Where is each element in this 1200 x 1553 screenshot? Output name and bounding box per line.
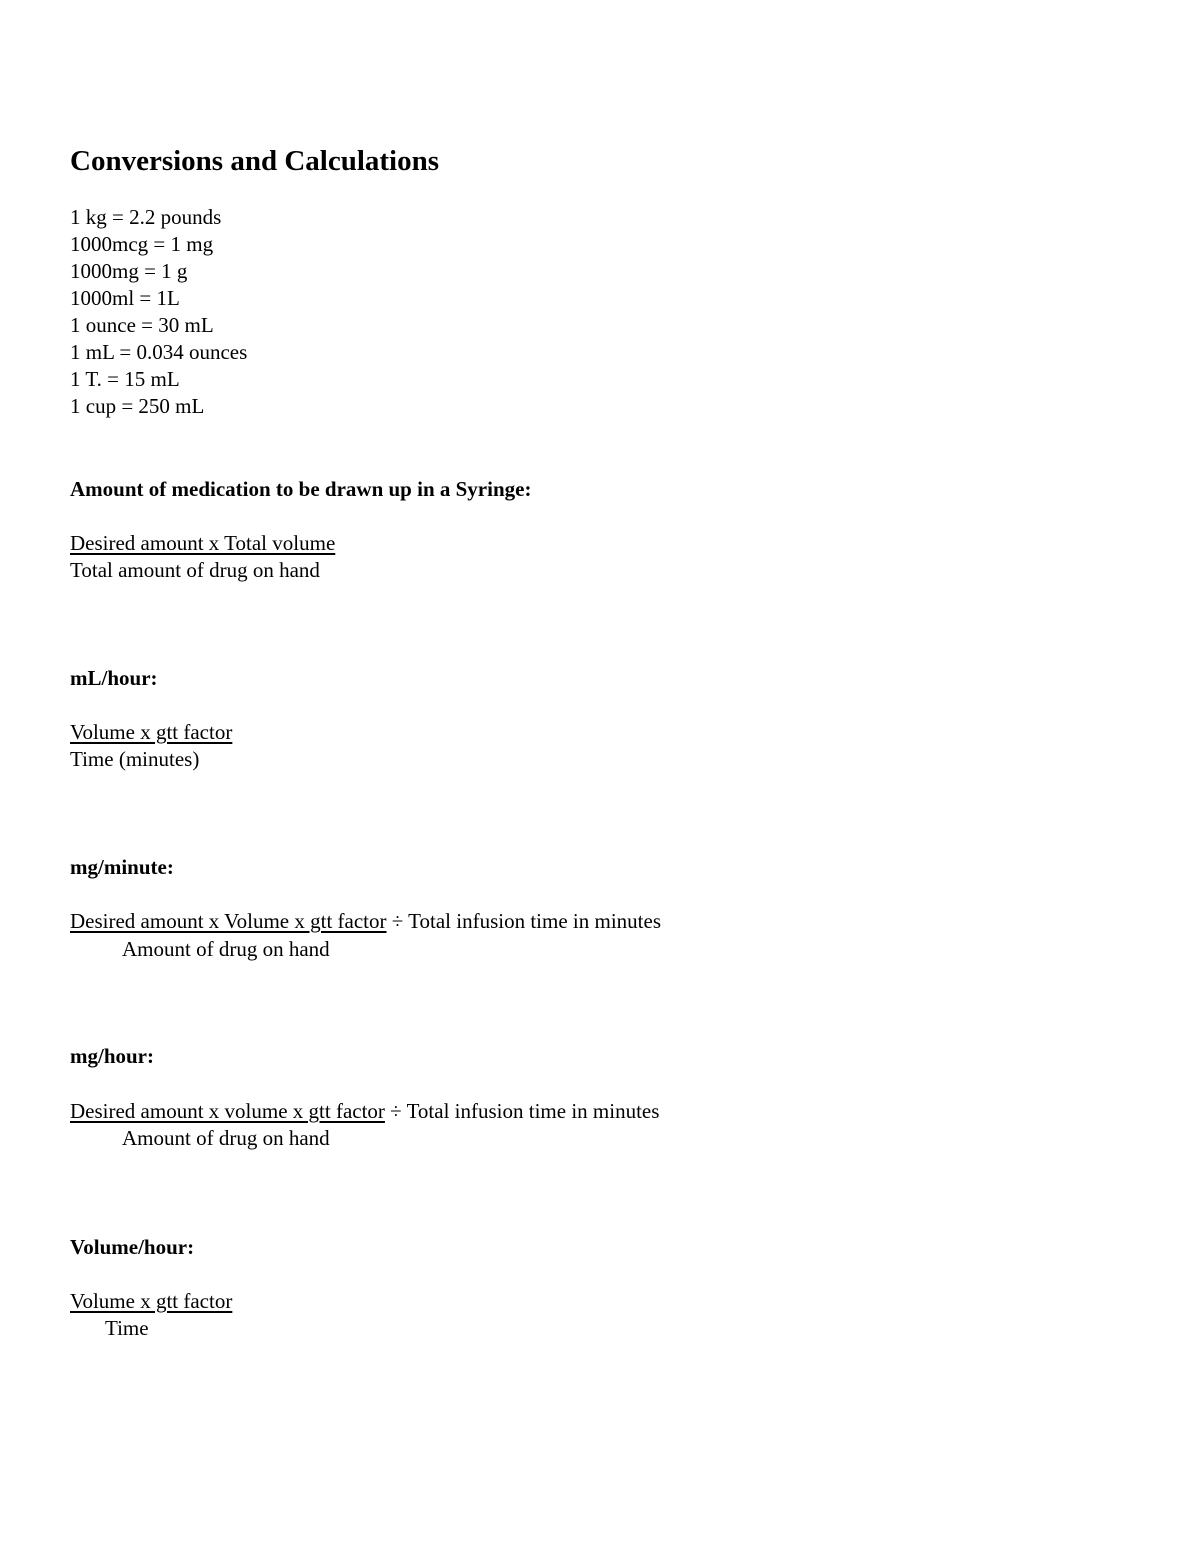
conversion-item: 1000ml = 1L: [70, 286, 180, 310]
mg-hour-denominator: Amount of drug on hand: [122, 1126, 330, 1150]
mg-minute-formula: [70, 908, 661, 935]
conversion-item: 1 ounce = 30 mL: [70, 313, 214, 337]
ml-hour-heading: mL/hour:: [70, 666, 158, 690]
conversion-item: 1 kg = 2.2 pounds: [70, 205, 222, 229]
conversion-item: 1000mcg = 1 mg: [70, 232, 214, 256]
conversion-item: 1 cup = 250 mL: [70, 394, 205, 418]
mg-minute-denominator: Amount of drug on hand: [122, 937, 330, 961]
mg-hour-heading: mg/hour:: [70, 1044, 154, 1068]
mg-minute-heading: mg/minute:: [70, 855, 174, 879]
page-title: Conversions and Calculations: [70, 145, 440, 177]
conversion-item: 1 T. = 15 mL: [70, 367, 180, 391]
conversion-item: 1 mL = 0.034 ounces: [70, 340, 248, 364]
ml-hour-numerator: Volume x gtt factor: [70, 720, 233, 744]
volume-hour-formula: [70, 1288, 232, 1315]
syringe-formula: [70, 530, 335, 557]
syringe-denominator: Total amount of drug on hand: [70, 558, 320, 582]
ml-hour-formula: [70, 719, 232, 746]
volume-hour-numerator: Volume x gtt factor: [70, 1289, 233, 1313]
mg-minute-numerator: Desired amount x Volume x gtt factor: [70, 909, 387, 933]
syringe-heading: Amount of medication to be drawn up in a Syringe:: [70, 477, 532, 501]
syringe-numerator: Desired amount x Total volume: [70, 531, 336, 555]
mg-hour-formula: [70, 1098, 659, 1125]
ml-hour-denominator: Time (minutes): [70, 747, 200, 771]
volume-hour-denominator: Time: [105, 1316, 149, 1340]
conversion-item: 1000mg = 1 g: [70, 259, 188, 283]
volume-hour-heading: Volume/hour:: [70, 1235, 195, 1259]
mg-hour-divisor: ÷ Total infusion time in minutes: [384, 1099, 660, 1123]
conversion-list: [70, 204, 247, 420]
mg-hour-numerator: Desired amount x volume x gtt factor: [70, 1099, 385, 1123]
mg-minute-divisor: ÷ Total infusion time in minutes: [386, 909, 661, 933]
